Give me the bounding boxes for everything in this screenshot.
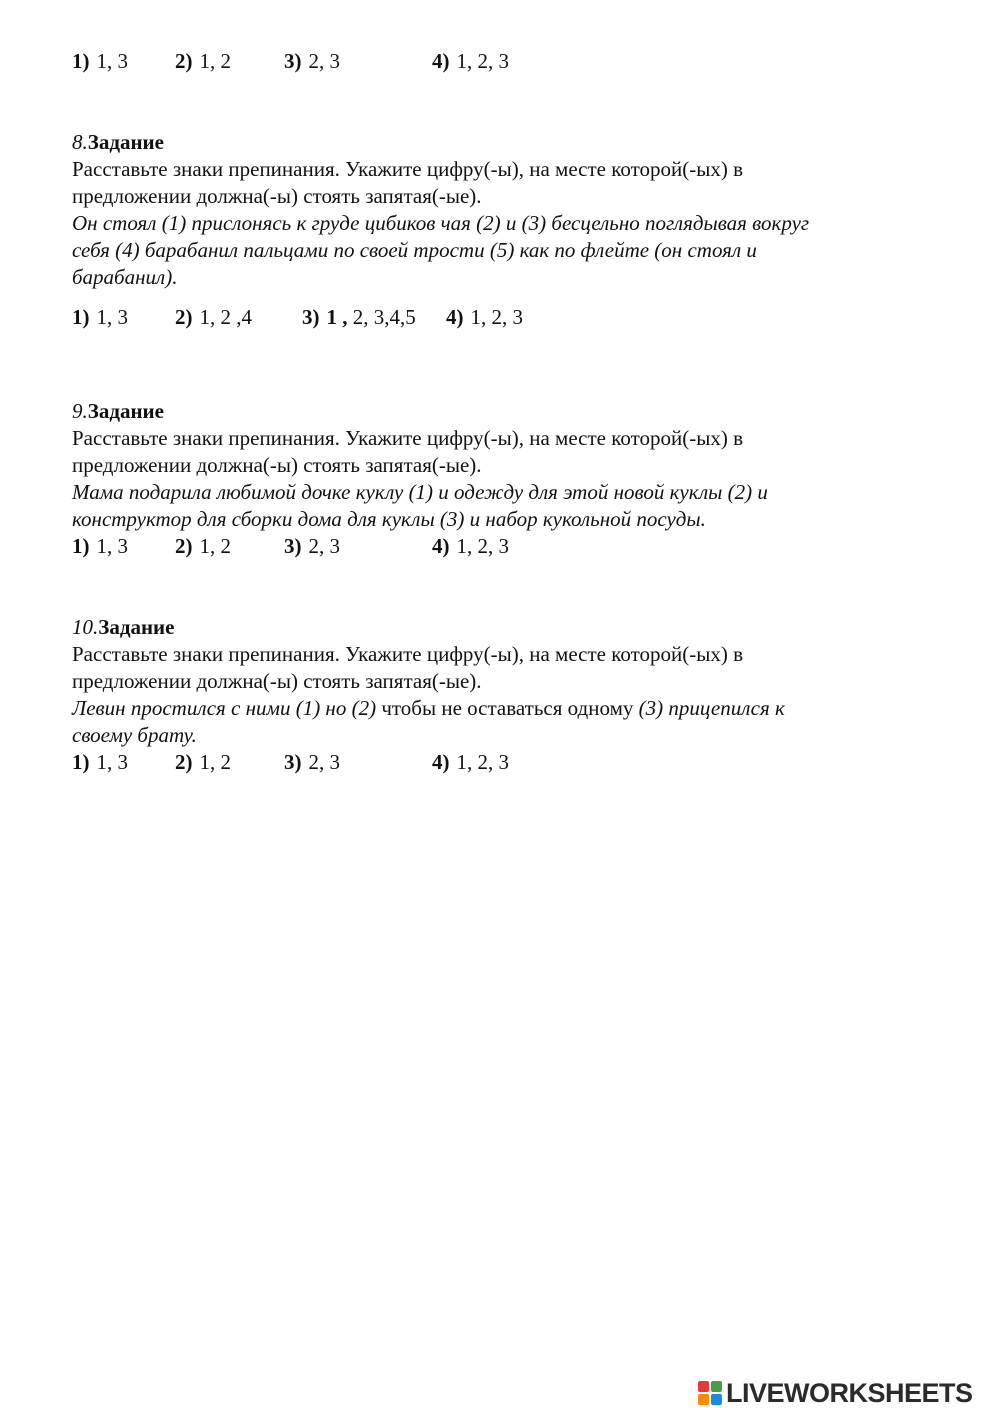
task-8-option-2[interactable]: 2) 1, 2 ,4 bbox=[175, 305, 252, 329]
task-10-sentence-line-1: Левин простился с ними (1) но (2) чтобы не оставаться одному (3) прицепился к bbox=[72, 696, 785, 720]
task-8-option-1[interactable]: 1) 1, 3 bbox=[72, 305, 128, 329]
answer-option-1[interactable]: 1) 1, 3 bbox=[72, 49, 128, 73]
answer-option-4[interactable]: 4) 1, 2, 3 bbox=[432, 49, 509, 73]
task-8-instruction-line-2: предложении должна(-ы) стоять запятая(-ые). bbox=[72, 184, 482, 208]
liveworksheets-logo[interactable] bbox=[698, 1378, 994, 1408]
answer-option-3[interactable]: 3) 2, 3 bbox=[284, 49, 340, 73]
task-8-sentence-line-2: себя (4) барабанил пальцами по своей трости (5) как по флейте (он стоял и bbox=[72, 238, 757, 262]
task-9-instruction-line-2: предложении должна(-ы) стоять запятая(-ые). bbox=[72, 453, 482, 477]
task-10-option-4[interactable]: 4) 1, 2, 3 bbox=[432, 750, 509, 774]
task-10-sentence-line-2: своему брату. bbox=[72, 723, 197, 747]
logo-square-red bbox=[698, 1381, 709, 1392]
answer-option-2[interactable]: 2) 1, 2 bbox=[175, 49, 231, 73]
task-9-heading: 9.Задание bbox=[72, 399, 164, 423]
task-10-option-1[interactable]: 1) 1, 3 bbox=[72, 750, 128, 774]
task-9-option-1[interactable]: 1) 1, 3 bbox=[72, 534, 128, 558]
task-9-option-2[interactable]: 2) 1, 2 bbox=[175, 534, 231, 558]
task-8-instruction-line-1: Расставьте знаки препинания. Укажите цифру(-ы), на месте которой(-ых) в bbox=[72, 157, 743, 181]
liveworksheets-logo-icon bbox=[698, 1381, 722, 1405]
task-8-heading: 8.Задание bbox=[72, 130, 164, 154]
task-8-sentence-line-1: Он стоял (1) прислонясь к груде цибиков чая (2) и (3) бесцельно поглядывая вокруг bbox=[72, 211, 810, 235]
task-8-option-3[interactable]: 3) 1 , 2, 3,4,5 bbox=[302, 305, 416, 329]
task-10-instruction-line-1: Расставьте знаки препинания. Укажите цифру(-ы), на месте которой(-ых) в bbox=[72, 642, 743, 666]
logo-text: LIVEWORKSHEETS bbox=[726, 1377, 973, 1408]
task-9-sentence-line-2: конструктор для сборки дома для куклы (3) и набор кукольной посуды. bbox=[72, 507, 706, 531]
task-9-option-3[interactable]: 3) 2, 3 bbox=[284, 534, 340, 558]
logo-square-blue bbox=[711, 1394, 722, 1405]
logo-square-orange bbox=[698, 1394, 709, 1405]
task-9-instruction-line-1: Расставьте знаки препинания. Укажите цифру(-ы), на месте которой(-ых) в bbox=[72, 426, 743, 450]
task-10-instruction-line-2: предложении должна(-ы) стоять запятая(-ые). bbox=[72, 669, 482, 693]
task-10-heading: 10.Задание bbox=[72, 615, 175, 639]
task-10-option-2[interactable]: 2) 1, 2 bbox=[175, 750, 231, 774]
logo-square-green bbox=[711, 1381, 722, 1392]
task-9-option-4[interactable]: 4) 1, 2, 3 bbox=[432, 534, 509, 558]
task-8-sentence-line-3: барабанил). bbox=[72, 265, 178, 289]
task-10-option-3[interactable]: 3) 2, 3 bbox=[284, 750, 340, 774]
task-8-option-4[interactable]: 4) 1, 2, 3 bbox=[446, 305, 523, 329]
task-9-sentence-line-1: Мама подарила любимой дочке куклу (1) и одежду для этой новой куклы (2) и bbox=[72, 480, 768, 504]
